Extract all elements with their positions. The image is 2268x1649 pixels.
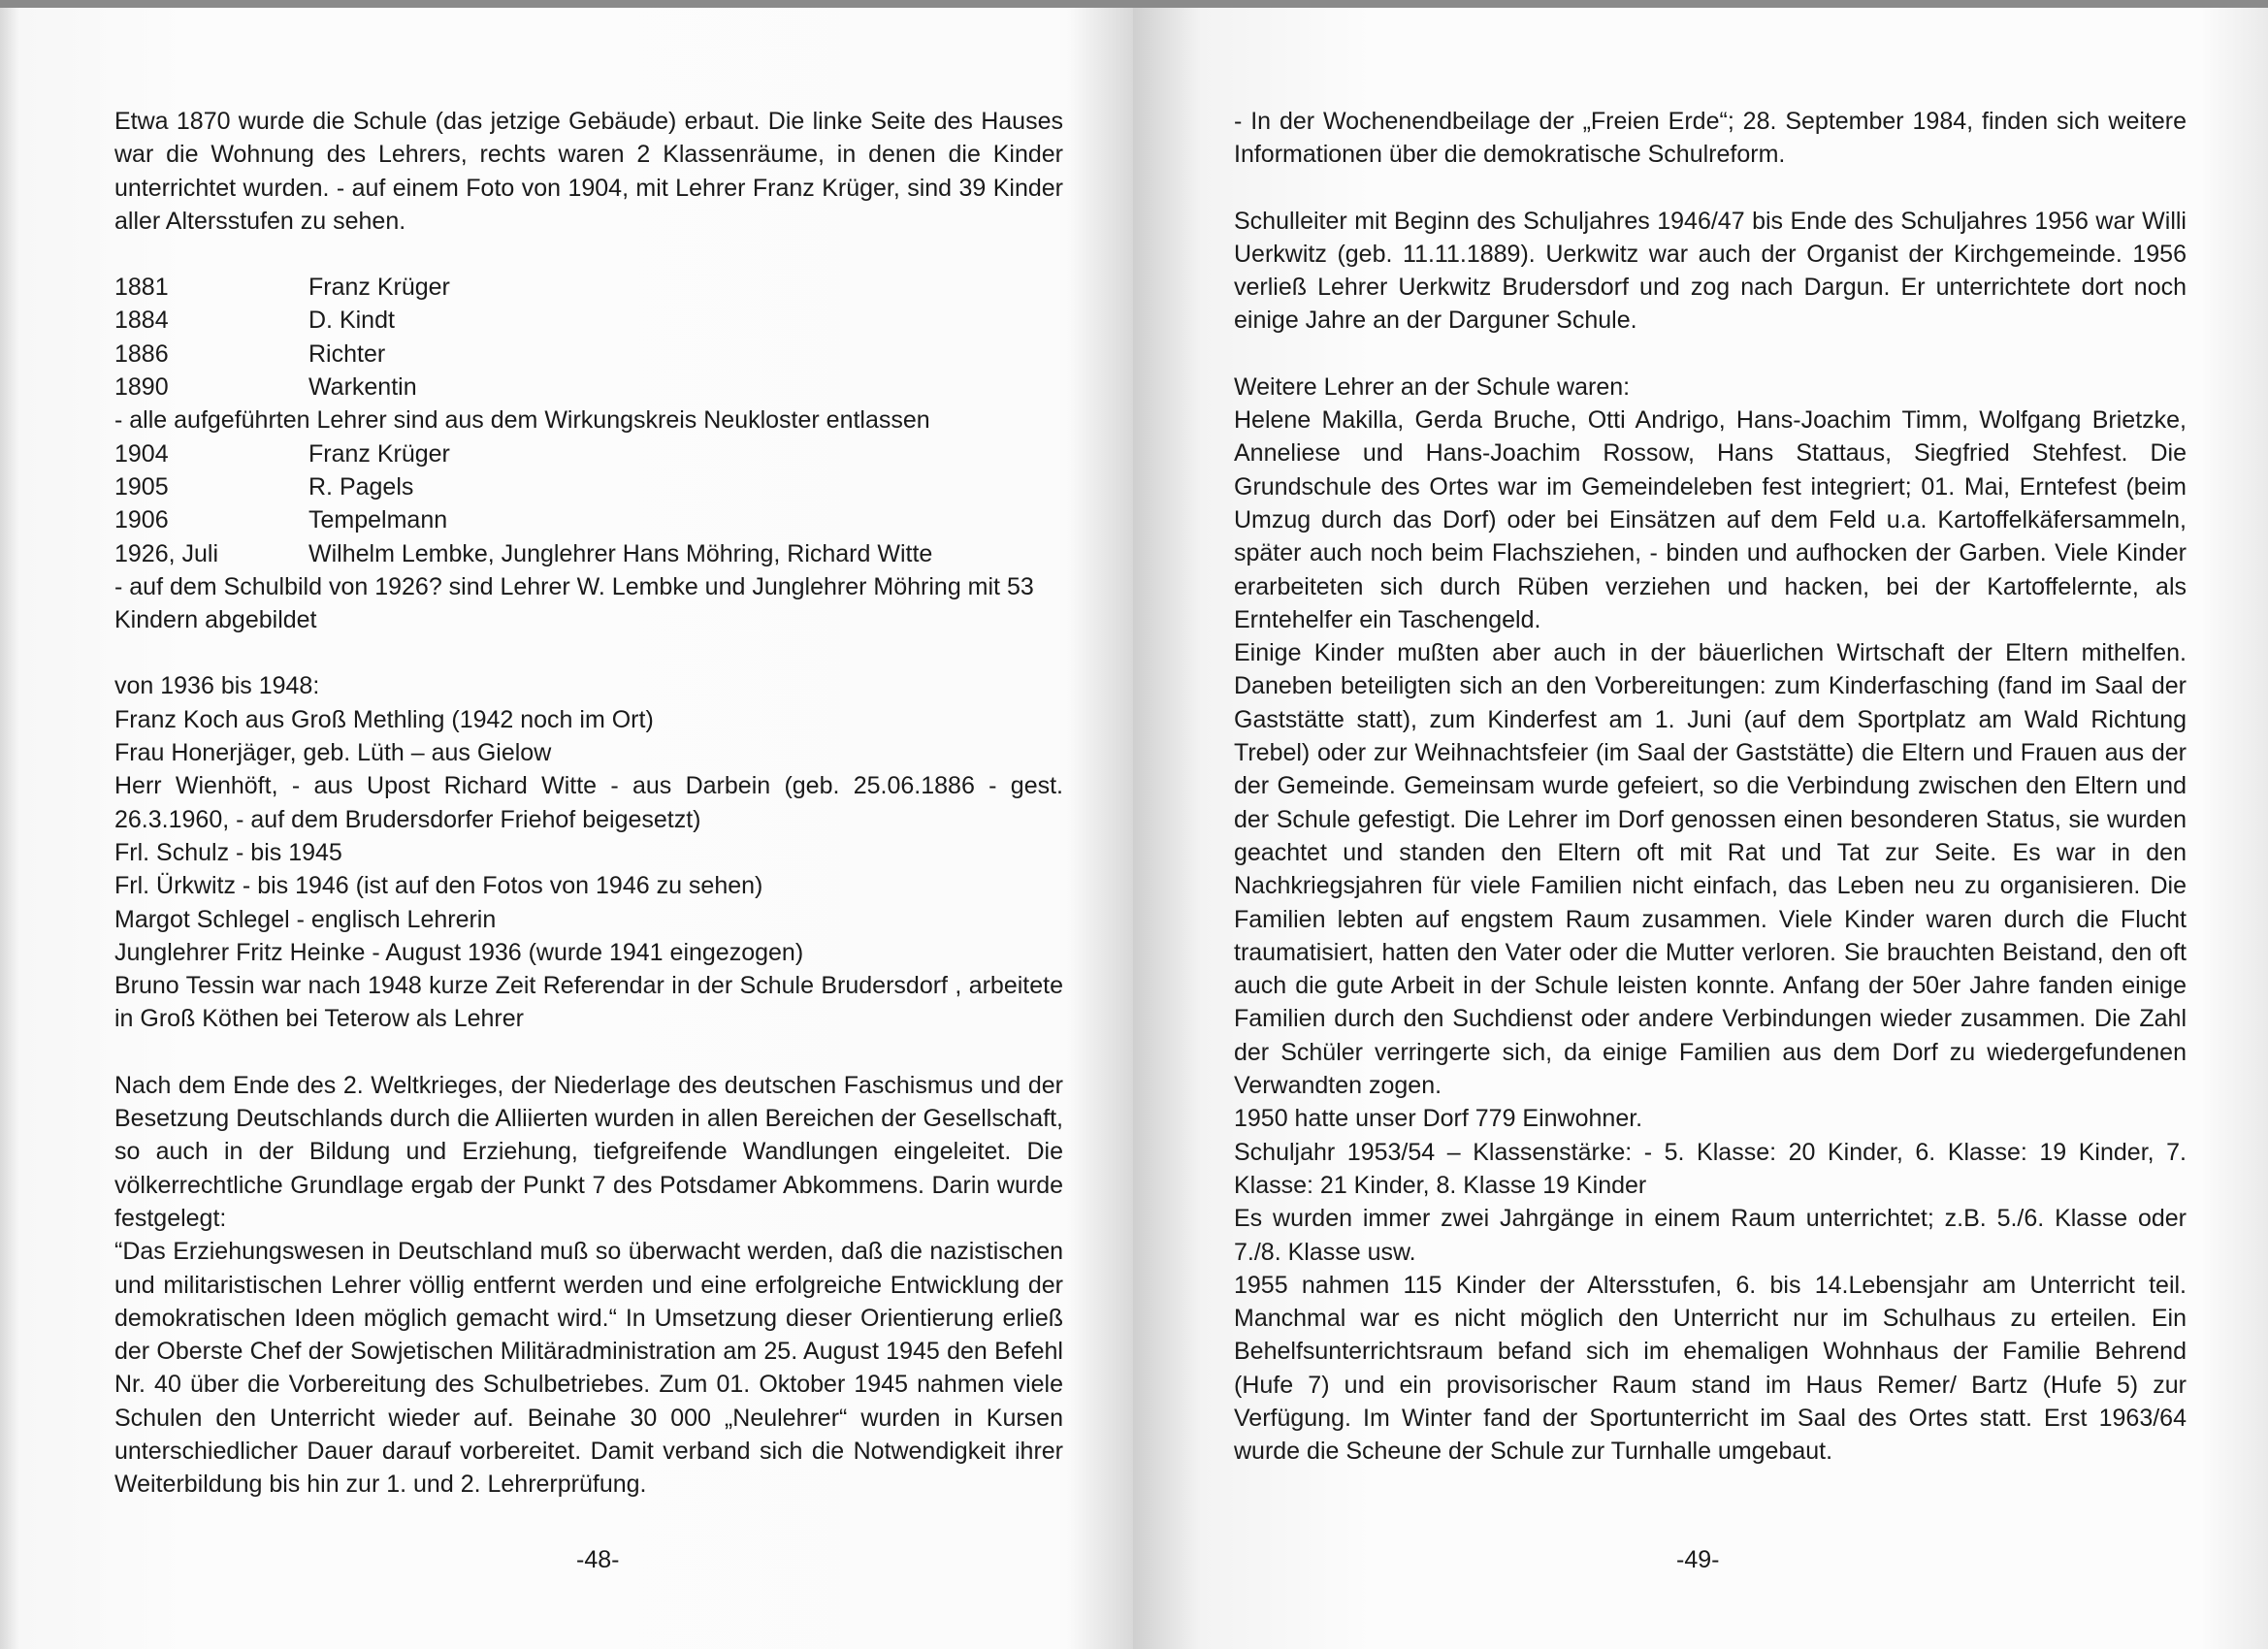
reference-paragraph: - In der Wochenendbeilage der „Freien Erde“; 28. September 1984, finden sich weitere Informationen über die demokratische Schulreform. [1234,108,2187,169]
teacher-row: 1884 D. Kindt [114,307,395,335]
period-line: Frl. Ürkwitz - bis 1946 (ist auf den Fotos von 1946 zu sehen) [114,872,763,900]
teacher-row: 1906 Tempelmann [114,506,448,534]
teacher-row: 1886 Richter [114,340,386,368]
period-line: Franz Koch aus Groß Methling (1942 noch im Ort) [114,705,654,733]
period-line: Frl. Schulz - bis 1945 [114,838,342,866]
period-line: Frau Honerjäger, geb. Lüth – aus Gielow [114,739,552,767]
teacher-row: 1890 Warkentin [114,373,417,402]
note-1926: - auf dem Schulbild von 1926? sind Lehrer W. Lembke und Junglehrer Möhring mit 53 Kindern abgebildet [114,572,1034,634]
page-edge [0,0,1133,8]
left-page-text [114,105,1063,1502]
quote-paragraph: “Das Erziehungswesen in Deutschland muß so überwacht werden, daß die nazistischen und militaristischen Lehrer völlig entfernt werden und eine erfolgreiche Entwicklung der demokratischen Ideen möglich gemacht wird.“ In Umsetzung dieser Orientierung erließ der Oberste Chef der Sowjetischen Militäradministration am 25. August 1945 den Befehl Nr. 40 über die Vorbereitung des Schulbetriebes. Zum 01. Oktober 1945 nahmen viele Schulen den Unterricht wieder auf. Beinahe 30 000 „Neulehrer“ wurden in Kursen unterschiedlicher Dauer darauf vorbereitet. Damit verband sich die Notwendigkeit ihrer Weiterbildung bis hin zur 1. und 2. Lehrerprüfung. [114,1238,1063,1499]
right-page [1133,0,2268,1649]
schoolyear-paragraph: Schuljahr 1953/54 – Klassenstärke: - 5. Klasse: 20 Kinder, 6. Klasse: 19 Kinder, 7. Klasse: 21 Kinder, 8. Klasse 19 Kinder [1234,1138,2187,1199]
population-line: 1950 hatte unser Dorf 779 Einwohner. [1234,1105,1643,1133]
teacher-row: 1926, Juli Wilhelm Lembke, Junglehrer Hans Möhring, Richard Witte [114,539,933,567]
teacher-list-later [114,437,1063,570]
period-heading: von 1936 bis 1948: [114,672,320,700]
postwar-paragraph: Nach dem Ende des 2. Weltkrieges, der Niederlage des deutschen Faschismus und der Besetzung Deutschlands durch die Alliierten wurden in allen Bereichen der Gesellschaft, so auch in der Bildung und Erziehung, tiefgreifende Wandlungen eingeleitet. Die völkerrechtliche Grundlage ergab der Punkt 7 des Potsdamer Abkommens. Darin wurde festgelegt: [114,1071,1063,1232]
page-number: -48- [576,1546,620,1573]
left-page [0,0,1133,1649]
teacher-row: 1905 R. Pagels [114,472,414,501]
period-line: Junglehrer Fritz Heinke - August 1936 (wurde 1941 eingezogen) [114,938,804,966]
teachers-paragraph: Helene Makilla, Gerda Bruche, Otti Andrigo, Hans-Joachim Timm, Wolfgang Brietzke, Anneliese und Hans-Joachim Rossow, Hans Stattaus, Siegfried Stehfest. Die Grundschule des Ortes war im Gemeindeleben fest integriert; 01. Mai, Erntefest (beim Umzug durch das Dorf) oder bei Einsätzen auf dem Feld u.a. Kartoffelkäfersammeln, später auch noch beim Flachsziehen, - binden und aufhocken der Garben. Viele Kinder erarbeiteten sich durch Rüben verziehen und hacken, bei der Kartoffelernte, als Erntehelfer ein Taschengeld. [1234,406,2187,633]
rooms-paragraph: Es wurden immer zwei Jahrgänge in einem Raum unterrichtet; z.B. 5./6. Klasse oder 7./8. Klasse usw. [1234,1205,2187,1266]
right-page-text [1234,105,2187,1469]
children-paragraph: Einige Kinder mußten aber auch in der bäuerlichen Wirtschaft der Eltern mithelfen. Daneben beteiligten sich an den Vorbereitungen: zum Kinderfasching (fand im Saal der Gaststätte statt), zum Kinderfest am 1. Juni (auf dem Sportplatz am Wald Richtung Trebel) oder zur Weihnachtsfeier (im Saal der Gaststätte) die Eltern und Frauen aus der der Gemeinde. Gemeinsam wurde gefeiert, so die Verbindung zwischen den Eltern und der Schule gefestigt. Die Lehrer im Dorf genossen einen besonderen Status, sie wurden geachtet und standen den Eltern oft mit Rat und Tat zur Seite. Es war in den Nachkriegsjahren für viele Familien nicht einfach, das Leben neu zu organisieren. Die Familien lebten auf engstem Raum zusammen. Viele Kinder waren durch die Flucht traumatisiert, hatten den Vater oder die Mutter verloren. Sie brauchten Beistand, den oft auch die gute Arbeit in der Schule leisten konnte. Anfang der 50er Jahre fanden einige Familien durch den Suchdienst oder andere Verbindungen wieder zusammen. Die Zahl der Schüler verringerte sich, da einige Familien aus dem Dorf zu wiedergefundenen Verwandten zogen. [1234,639,2187,1100]
period-line: Bruno Tessin war nach 1948 kurze Zeit Referendar in der Schule Brudersdorf , arbeitete in Groß Köthen bei Teterow als Lehrer [114,972,1063,1033]
teacher-list-early [114,271,1063,404]
intro-paragraph: Etwa 1870 wurde die Schule (das jetzige Gebäude) erbaut. Die linke Seite des Hauses war die Wohnung des Lehrers, rechts waren 2 Klassenräume, in denen die Kinder unterrichtet wurden. - auf einem Foto von 1904, mit Lehrer Franz Krüger, sind 39 Kinder aller Altersstufen zu sehen. [114,108,1063,235]
more-teachers-heading: Weitere Lehrer an der Schule waren: [1234,372,1631,401]
year-1955-paragraph: 1955 nahmen 115 Kinder der Altersstufen, 6. bis 14.Lebensjahr am Unterricht teil. Manchmal war es nicht möglich den Unterricht nur im Schulhaus zu erteilen. Ein Behelfsunterrichtsraum befand sich im ehemaligen Wohnhaus der Familie Behrend (Hufe 7) und ein provisorischer Raum stand im Haus Remer/ Bartz (Hufe 5) zur Verfügung. Im Winter fand der Sportunterricht im Saal des Ortes statt. Erst 1963/64 wurde die Scheune der Schule zur Turnhalle umgebaut. [1234,1271,2187,1466]
period-line: Margot Schlegel - englisch Lehrerin [114,905,497,933]
page-edge [1133,0,2268,8]
note-early: - alle aufgeführten Lehrer sind aus dem Wirkungskreis Neukloster entlassen [114,406,930,435]
teacher-row: 1881 Franz Krüger [114,274,450,302]
period-line: Herr Wienhöft, - aus Upost Richard Witte - aus Darbein (geb. 25.06.1886 - gest. 26.3.1960, - auf dem Brudersdorfer Friehof beigesetzt) [114,772,1063,833]
headmaster-paragraph: Schulleiter mit Beginn des Schuljahres 1946/47 bis Ende des Schuljahres 1956 war Willi Uerkwitz (geb. 11.11.1889). Uerkwitz war auch der Organist der Kirchgemeinde. 1956 verließ Lehrer Uerkwitz Brudersdorf und zog nach Dargun. Er unterrichtete dort noch einige Jahre an der Darguner Schule. [1234,207,2187,335]
teacher-row: 1904 Franz Krüger [114,439,450,468]
page-number: -49- [1676,1546,1720,1573]
